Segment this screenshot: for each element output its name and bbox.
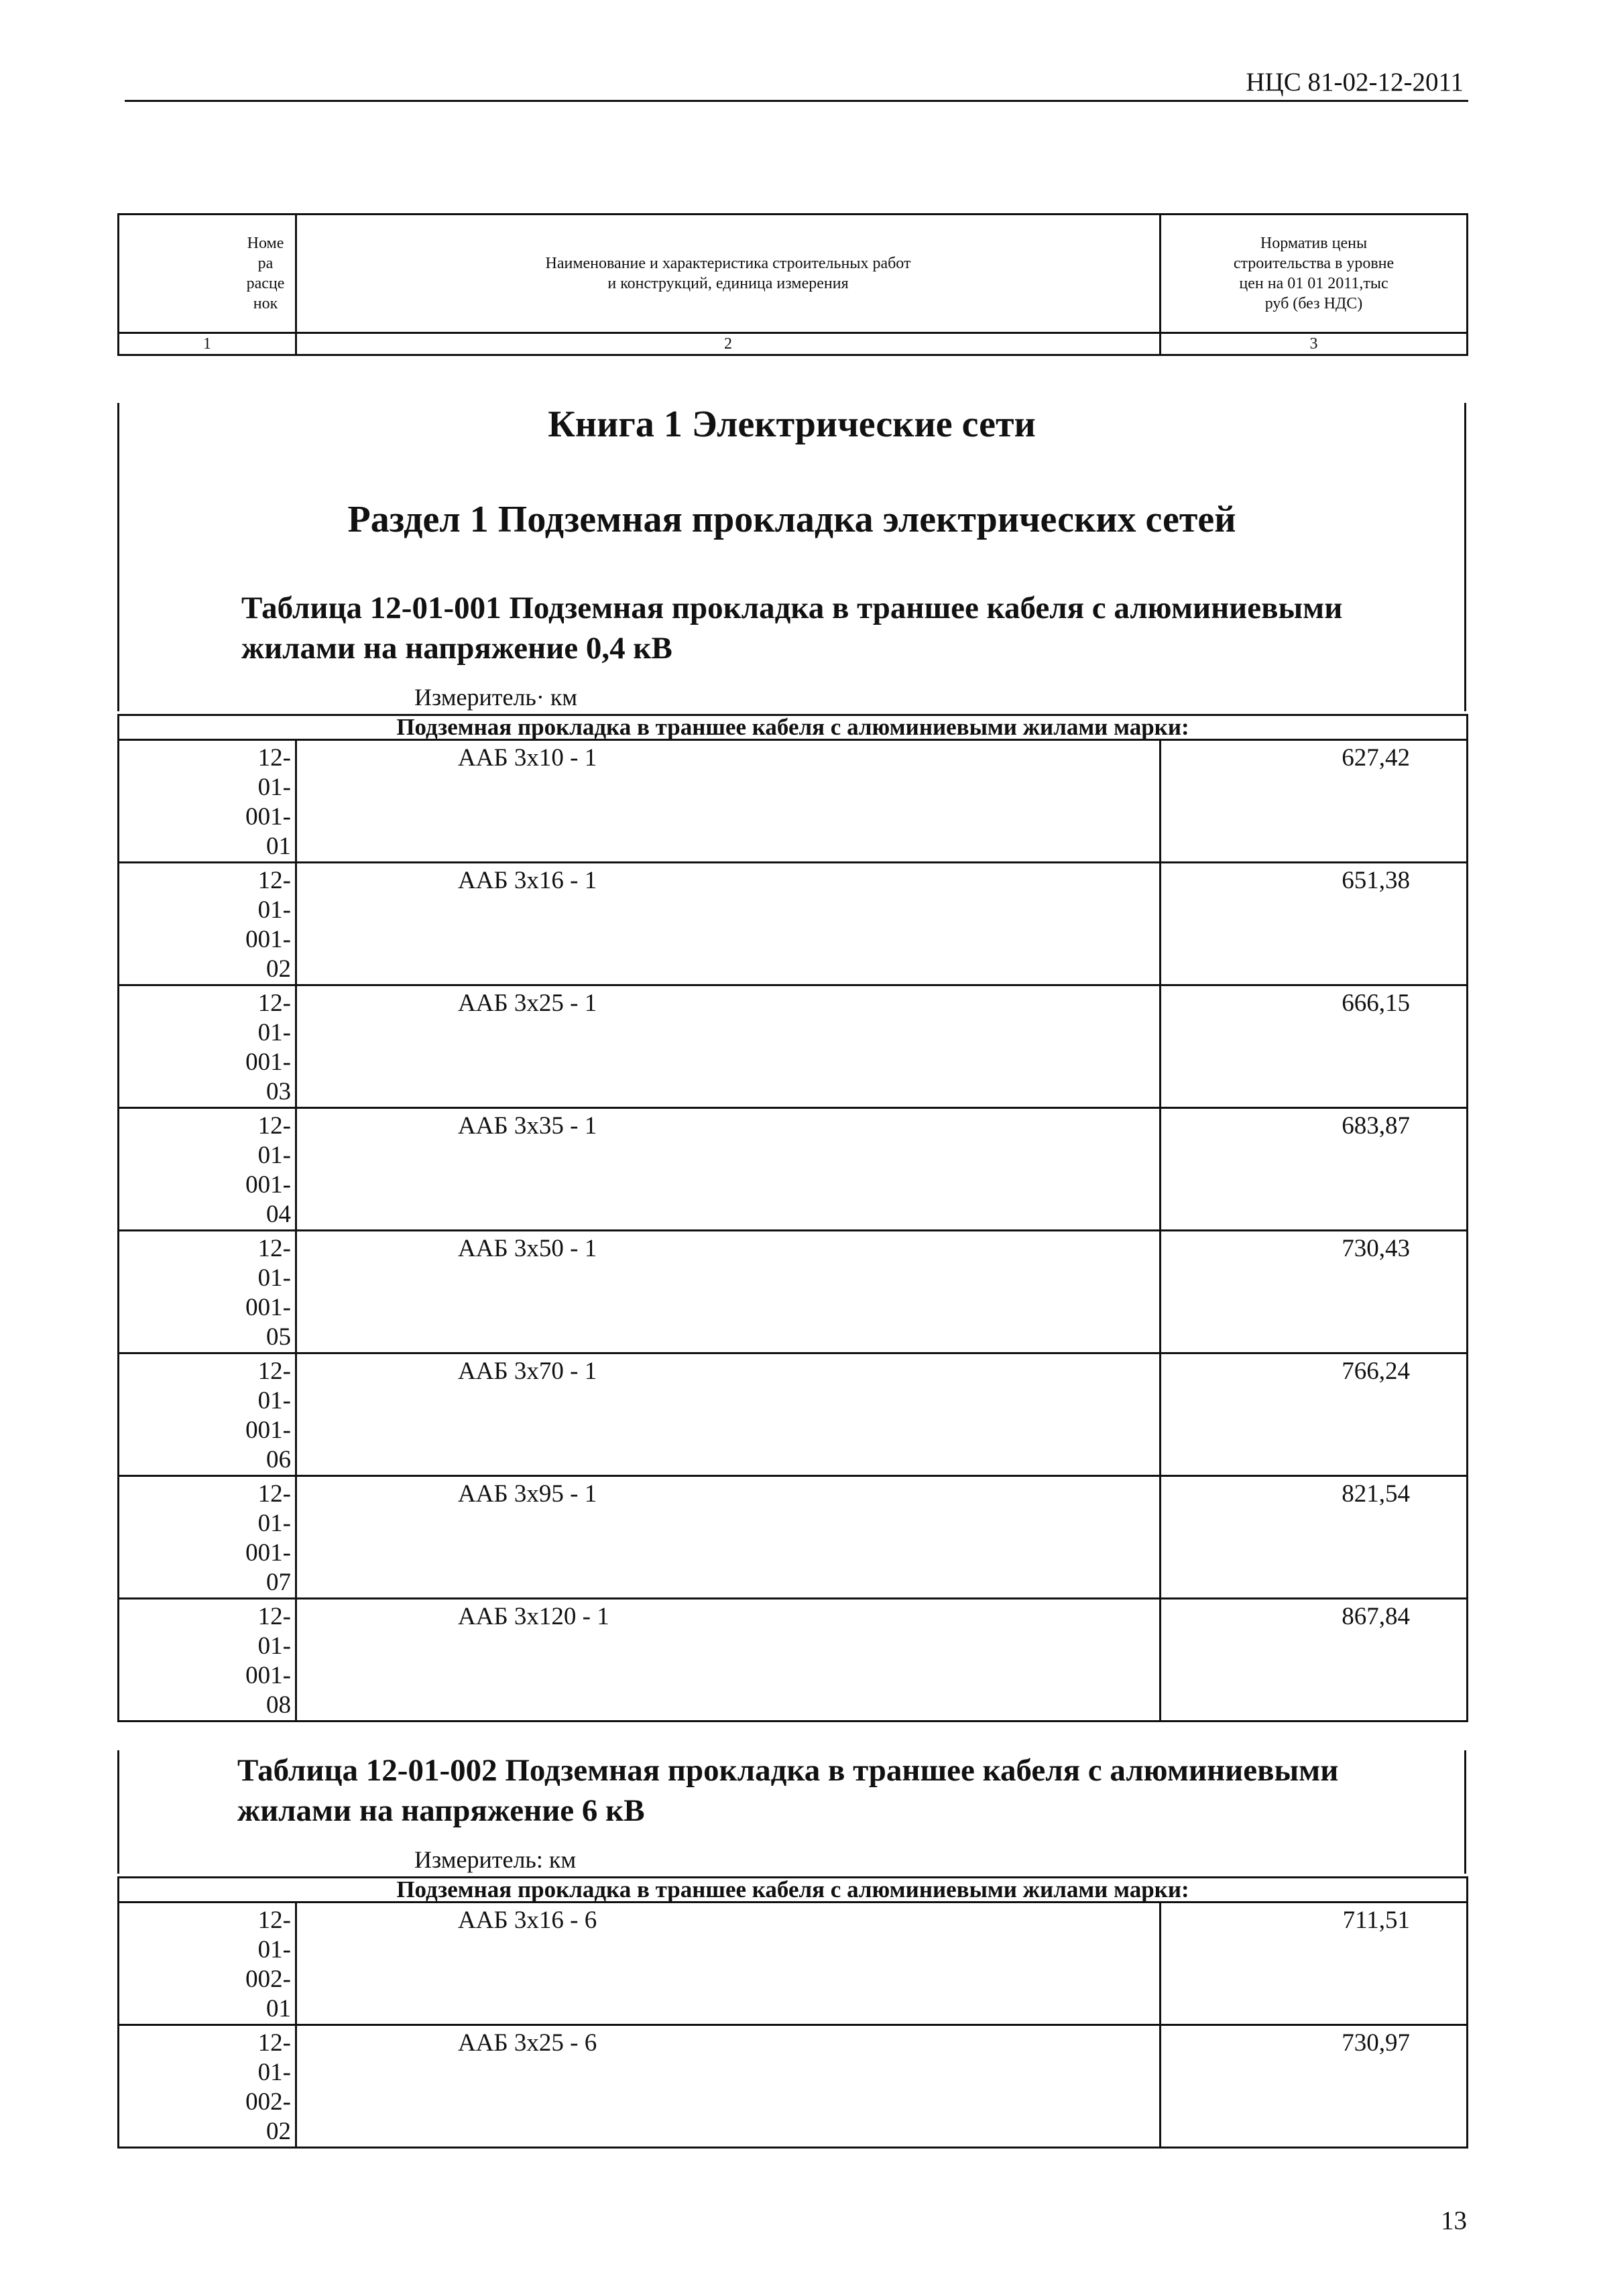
table-row <box>119 863 1468 985</box>
section-title: Раздел 1 Подземная прокладка электрических сетей <box>347 499 1236 540</box>
price-value: 766,24 <box>1161 1353 1468 1476</box>
table-row <box>119 1902 1468 2025</box>
table-row <box>119 1353 1468 1476</box>
rate-code: 12- 01- 002- 01 <box>119 1902 296 2025</box>
table-row <box>119 1476 1468 1599</box>
cable-name: ААБ 3х25 - 1 <box>296 985 1161 1108</box>
column-number-row <box>119 333 1468 355</box>
price-value: 627,42 <box>1161 740 1468 863</box>
cable-name: ААБ 3х50 - 1 <box>296 1231 1161 1353</box>
price-value: 683,87 <box>1161 1108 1468 1231</box>
table-title-001: Таблица 12-01-001 Подземная прокладка в траншее кабеля с алюминиевыми жилами на напряжение 0,4 кВ <box>241 591 1343 666</box>
cable-name: ААБ 3х16 - 1 <box>296 863 1161 985</box>
price-value: 730,43 <box>1161 1231 1468 1353</box>
group-label: Подземная прокладка в траншее кабеля с алюминиевыми жилами марки: <box>119 715 1468 740</box>
column-number-2: 2 <box>296 333 1161 355</box>
cable-name: ААБ 3х16 - 6 <box>296 1902 1161 2025</box>
price-value: 730,97 <box>1161 2025 1468 2148</box>
rate-code: 12- 01- 001- 08 <box>119 1599 296 1721</box>
section-block <box>117 403 1466 711</box>
rate-code: 12- 01- 001- 03 <box>119 985 296 1108</box>
table-row <box>119 1599 1468 1721</box>
book-title: Книга 1 Электрические сети <box>548 404 1036 445</box>
table-row <box>119 1108 1468 1231</box>
cable-name: ААБ 3х120 - 1 <box>296 1599 1161 1721</box>
rate-code: 12- 01- 001- 01 <box>119 740 296 863</box>
table-002 <box>117 1876 1468 2149</box>
price-table <box>117 213 1468 356</box>
column-number-1: 1 <box>119 333 296 355</box>
price-value: 867,84 <box>1161 1599 1468 1721</box>
cable-name: ААБ 3х70 - 1 <box>296 1353 1161 1476</box>
price-value: 711,51 <box>1161 1902 1468 2025</box>
header-price-norm: Норматив цены строительства в уровне цен на 01 01 2011,тыс руб (без НДС) <box>1161 215 1468 333</box>
rate-code: 12- 01- 002- 02 <box>119 2025 296 2148</box>
price-value: 651,38 <box>1161 863 1468 985</box>
price-value: 821,54 <box>1161 1476 1468 1599</box>
rate-code: 12- 01- 001- 06 <box>119 1353 296 1476</box>
table-row <box>119 2025 1468 2148</box>
page-number: 13 <box>1441 2206 1467 2235</box>
unit-label-002: Измеритель: км <box>414 1846 577 1873</box>
cable-name: ААБ 3х35 - 1 <box>296 1108 1161 1231</box>
table-002-heading-block <box>117 1750 1466 1874</box>
table-title-002: Таблица 12-01-002 Подземная прокладка в траншее кабеля с алюминиевыми жилами на напряжение 6 кВ <box>237 1753 1339 1828</box>
rate-code: 12- 01- 001- 02 <box>119 863 296 985</box>
table-row <box>119 740 1468 863</box>
document-code: НЦС 81-02-12-2011 <box>1246 68 1464 97</box>
table-row <box>119 985 1468 1108</box>
price-table-frame <box>117 213 1466 2149</box>
table-row <box>119 1231 1468 1353</box>
rate-code: 12- 01- 001- 05 <box>119 1231 296 1353</box>
rate-code: 12- 01- 001- 07 <box>119 1476 296 1599</box>
price-value: 666,15 <box>1161 985 1468 1108</box>
group-row <box>119 715 1468 740</box>
cable-name: ААБ 3х95 - 1 <box>296 1476 1161 1599</box>
cable-name: ААБ 3х10 - 1 <box>296 740 1161 863</box>
header-work-name: Наименование и характеристика строительных работ и конструкций, единица измерения <box>296 215 1161 333</box>
group-row <box>119 1878 1468 1902</box>
rate-code: 12- 01- 001- 04 <box>119 1108 296 1231</box>
column-header-row <box>119 215 1468 333</box>
header-rate-number: Номе ра расце нок <box>119 215 296 333</box>
group-label: Подземная прокладка в траншее кабеля с алюминиевыми жилами марки: <box>119 1878 1468 1902</box>
cable-name: ААБ 3х25 - 6 <box>296 2025 1161 2148</box>
table-001 <box>117 714 1468 1722</box>
header-rule <box>125 100 1468 102</box>
unit-label-001: Измеритель· км <box>414 684 578 711</box>
column-number-3: 3 <box>1161 333 1468 355</box>
